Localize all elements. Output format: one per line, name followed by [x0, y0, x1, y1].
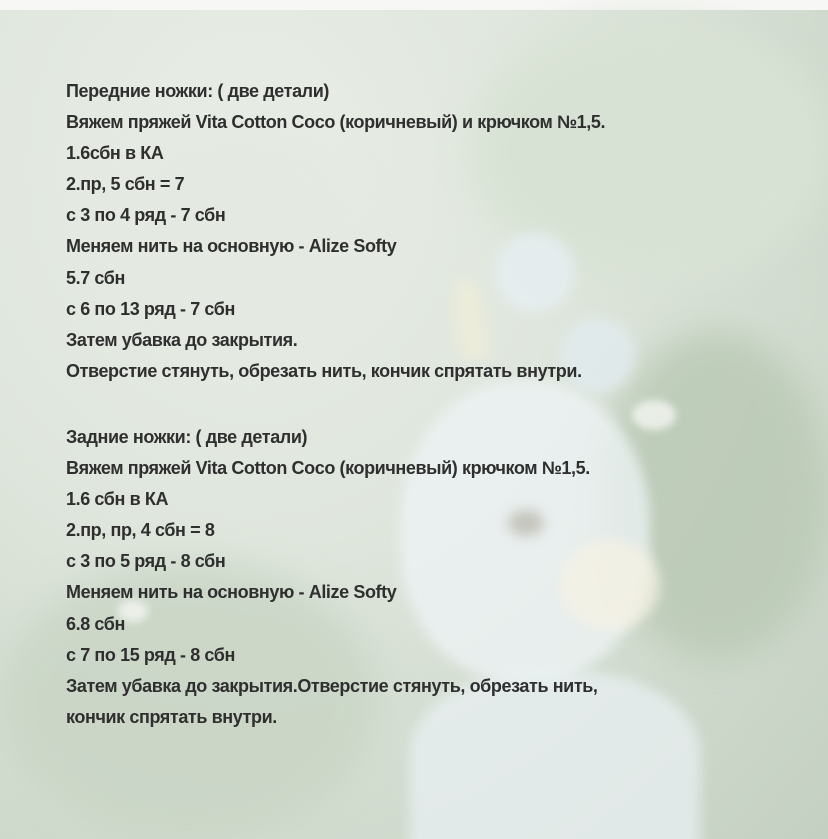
front-legs-line: Вяжем пряжей Vita Cotton Coco (коричневый) и крючком №1,5.: [66, 112, 606, 133]
front-legs-line: с 6 по 13 ряд - 7 сбн: [66, 298, 235, 319]
back-legs-line: с 7 по 15 ряд - 8 сбн: [66, 644, 235, 665]
back-legs-heading: Задние ножки: ( две детали): [66, 427, 308, 447]
front-legs-line: с 3 по 4 ряд - 7 сбн: [66, 205, 226, 226]
back-legs-line: кончик спрятать внутри.: [66, 706, 277, 727]
front-legs-line: Затем убавка до закрытия.: [66, 329, 298, 350]
front-legs-line: 5.7 сбн: [66, 267, 125, 288]
front-legs-line: 1.6сбн в КА: [66, 143, 164, 164]
top-strip: [0, 0, 828, 10]
back-legs-line: 6.8 сбн: [66, 613, 125, 634]
back-legs-line: Вяжем пряжей Vita Cotton Coco (коричневый) крючком №1,5.: [66, 458, 590, 479]
front-legs-line: Отверстие стянуть, обрезать нить, кончик спрятать внутри.: [66, 360, 582, 381]
back-legs-section: [66, 422, 598, 733]
back-legs-line: с 3 по 5 ряд - 8 сбн: [66, 551, 226, 572]
daisy-flower: [632, 400, 676, 430]
front-legs-line: Меняем нить на основную - Alize Softy: [66, 236, 397, 257]
back-legs-line: 2.пр, пр, 4 сбн = 8: [66, 520, 215, 541]
back-legs-line: Меняем нить на основную - Alize Softy: [66, 582, 397, 603]
back-legs-line: Затем убавка до закрытия.Отверстие стянуть, обрезать нить,: [66, 675, 598, 696]
front-legs-section: [66, 76, 605, 387]
front-legs-heading: Передние ножки: ( две детали): [66, 81, 329, 101]
front-legs-line: 2.пр, 5 сбн = 7: [66, 174, 185, 195]
back-legs-line: 1.6 сбн в КА: [66, 489, 169, 510]
